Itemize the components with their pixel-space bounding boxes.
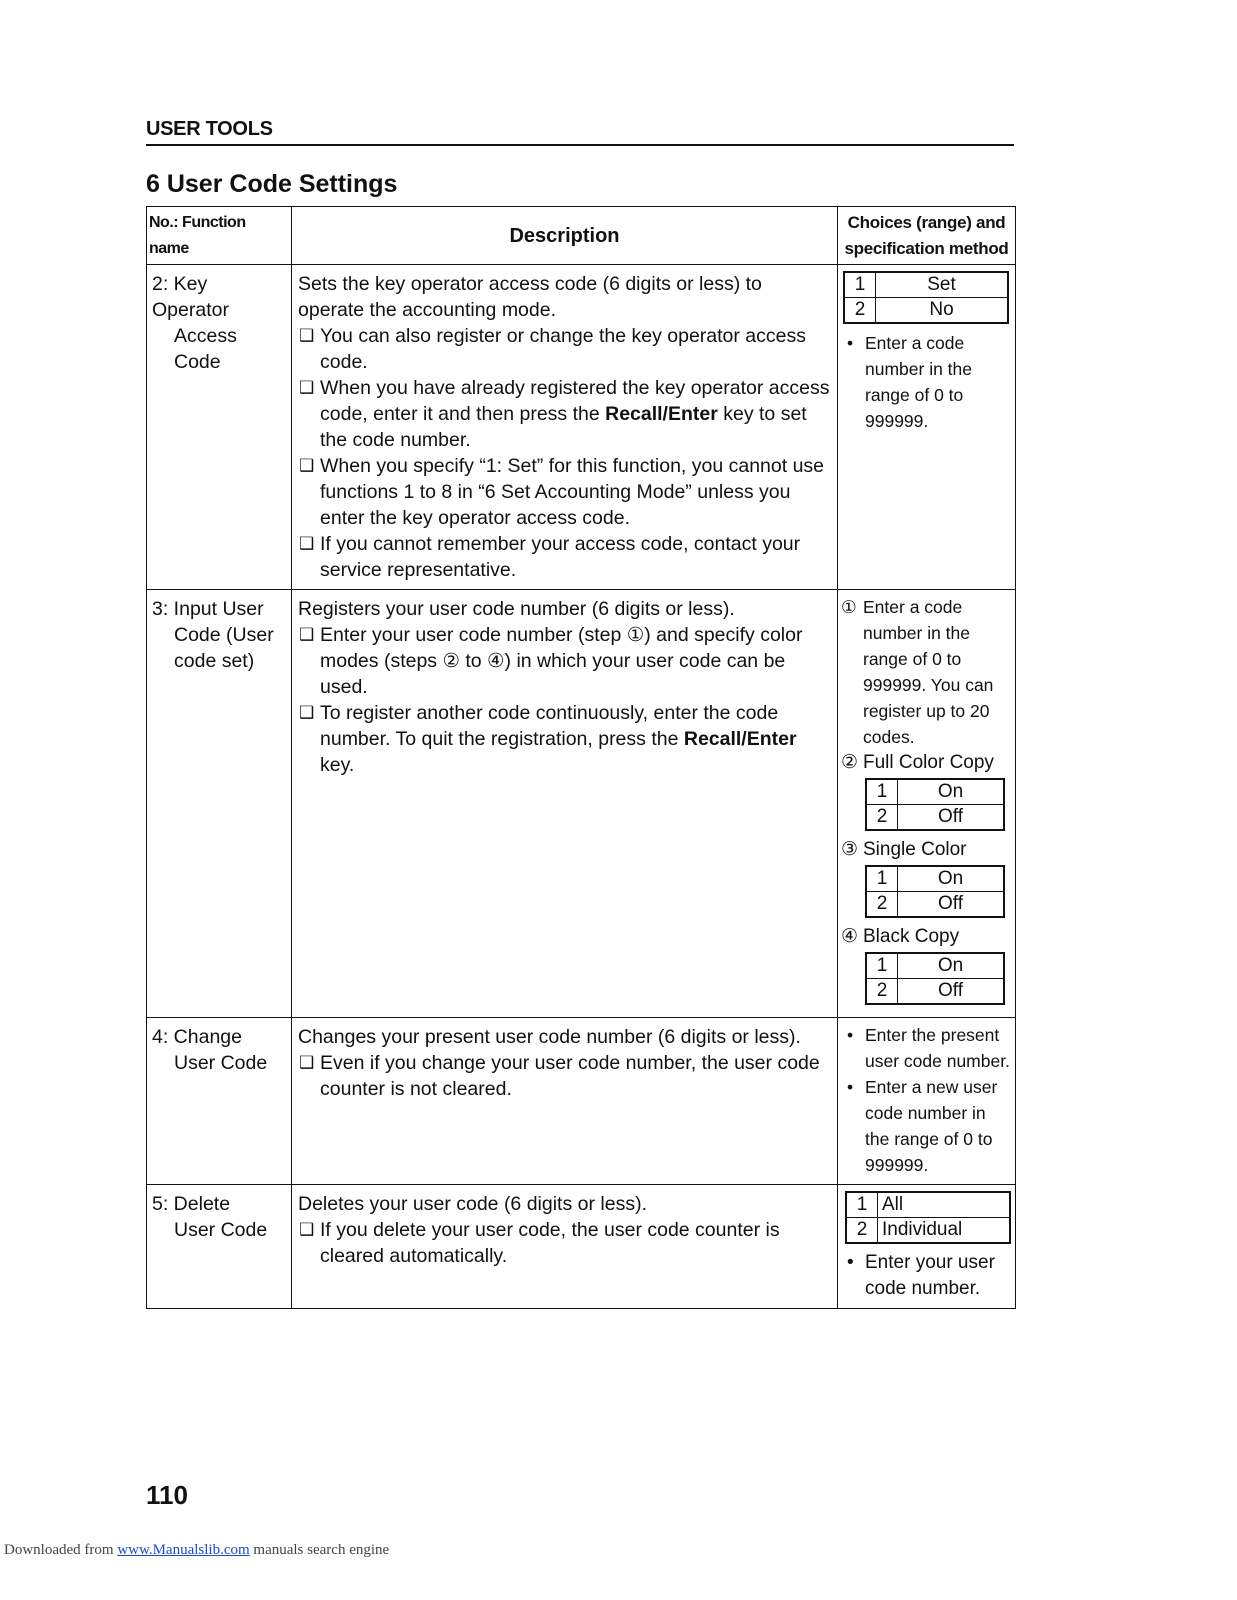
step-3-marker: ③ xyxy=(841,839,859,860)
running-header xyxy=(146,118,1014,146)
description-cell xyxy=(292,265,838,590)
note-item: ❑ Enter your user code number (step ①) and specify color modes (steps ② to ④) in which your user code can be used. xyxy=(299,624,803,698)
option-box: 1 All 2 Individual xyxy=(845,1191,1011,1244)
column-header-description: Description xyxy=(292,207,838,265)
note-item: ❑ You can also register or change the key operator access code. xyxy=(299,325,806,373)
option-box: 1 On 2 Off xyxy=(865,865,1005,918)
table-row xyxy=(147,265,1016,590)
note-item: ❑ When you have already registered the key operator access code, enter it and then press the Recall/Enter key to set the code number. xyxy=(299,377,830,451)
step-item: ② Full Color Copy xyxy=(841,750,1013,776)
note-box-icon: ❑ xyxy=(299,378,315,397)
option-box: 1 On 2 Off xyxy=(865,952,1005,1005)
bullet-icon: • xyxy=(847,1077,854,1097)
note-item: ❑ If you delete your user code, the user code counter is cleared automatically. xyxy=(299,1219,780,1267)
settings-table xyxy=(146,206,1016,1309)
description-text: Deletes your user code (6 digits or less). xyxy=(298,1193,647,1215)
bullet-icon: • xyxy=(847,1252,854,1273)
key-name: Recall/Enter xyxy=(605,403,718,425)
description-cell xyxy=(292,1185,838,1309)
header-title: USER TOOLS xyxy=(146,118,273,140)
note-box-icon: ❑ xyxy=(299,703,315,722)
column-header-choices: Choices (range) and specification method xyxy=(838,207,1016,265)
choices-cell xyxy=(838,265,1016,590)
choices-cell xyxy=(838,590,1016,1018)
description-cell xyxy=(292,1018,838,1185)
function-name-cell: 3: Input User Code (User code set) xyxy=(147,590,292,1018)
bullet-icon: • xyxy=(847,1025,854,1045)
table-row xyxy=(147,590,1016,1018)
key-name: Recall/Enter xyxy=(683,728,797,750)
choices-cell xyxy=(838,1185,1016,1309)
choices-cell xyxy=(838,1018,1016,1185)
description-text: Registers your user code number (6 digits or less). xyxy=(298,598,735,620)
step-1-marker: ① xyxy=(841,597,857,617)
note-item: ❑ To register another code continuously, enter the code number. To quit the registration, press the Recall/Enter key. xyxy=(299,702,797,776)
table-header-row xyxy=(147,207,1016,265)
manualslib-link[interactable]: www.Manualslib.com xyxy=(117,1542,250,1558)
description-text: Sets the key operator access code (6 digits or less) to operate the accounting mode. xyxy=(298,273,762,321)
function-name-cell: 2: Key Operator Access Code xyxy=(147,265,292,590)
step-item: ① Enter a code number in the range of 0 to 999999. You can register up to 20 codes. xyxy=(841,594,1013,750)
bullet-icon: • xyxy=(847,333,854,353)
note-box-icon: ❑ xyxy=(299,534,315,553)
note-box-icon: ❑ xyxy=(299,625,315,644)
description-cell xyxy=(292,590,838,1018)
section-title: 6 User Code Settings xyxy=(146,170,398,198)
step-2-marker: ② xyxy=(841,752,859,773)
note-item: ❑ When you specify “1: Set” for this function, you cannot use functions 1 to 8 in “6 Set Accounting Mode” unless you enter the key operator access code. xyxy=(299,455,825,529)
download-footer: Downloaded from www.Manualslib.com manuals search engine xyxy=(4,1542,390,1558)
note-box-icon: ❑ xyxy=(299,456,315,475)
option-box: 1 Set 2 No xyxy=(843,271,1009,324)
table-row xyxy=(147,1185,1016,1309)
step-item: ③ Single Color xyxy=(841,837,1013,863)
note-item: ❑ If you cannot remember your access code, contact your service representative. xyxy=(299,533,801,581)
note-item: ❑ Even if you change your user code number, the user code counter is not cleared. xyxy=(299,1052,820,1100)
note-box-icon: ❑ xyxy=(299,326,315,345)
bullet-item: • Enter a new user code number in the range of 0 to 999999. xyxy=(841,1074,1013,1178)
page-number: 110 xyxy=(146,1480,188,1510)
step-4-marker: ④ xyxy=(841,926,859,947)
column-header-function: No.: Function name xyxy=(147,207,292,265)
bullet-item: • Enter your user code number. xyxy=(847,1252,995,1299)
bullet-item: • Enter the present user code number. xyxy=(841,1022,1013,1074)
option-box: 1 On 2 Off xyxy=(865,778,1005,831)
function-name-cell: 5: Delete User Code xyxy=(147,1185,292,1309)
function-name-cell: 4: Change User Code xyxy=(147,1018,292,1185)
note-box-icon: ❑ xyxy=(299,1053,315,1072)
note-box-icon: ❑ xyxy=(299,1220,315,1239)
step-item: ④ Black Copy xyxy=(841,924,1013,950)
bullet-item: • Enter a code number in the range of 0 to 999999. xyxy=(841,330,1013,434)
description-text: Changes your present user code number (6 digits or less). xyxy=(298,1026,801,1048)
table-row xyxy=(147,1018,1016,1185)
